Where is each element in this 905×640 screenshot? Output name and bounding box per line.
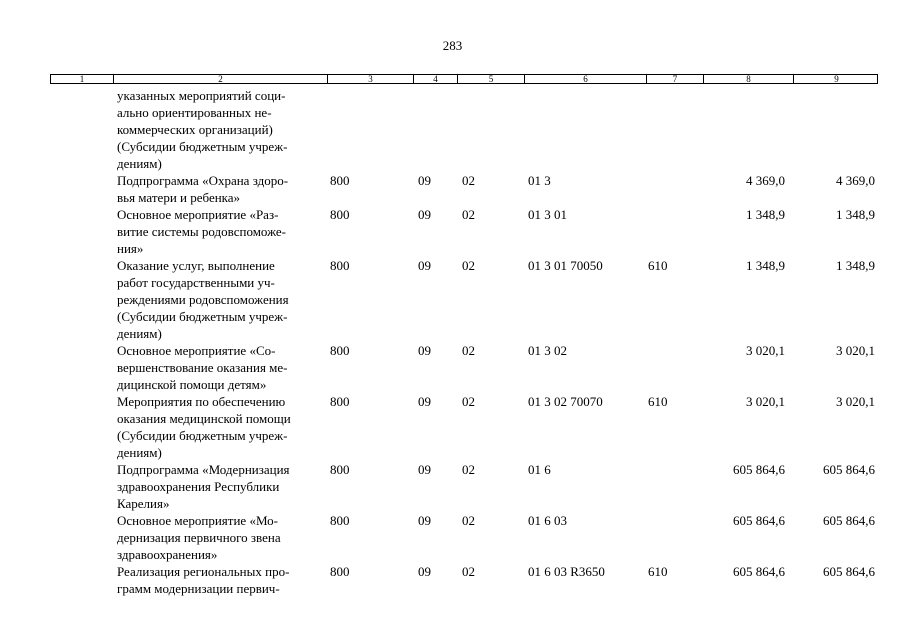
cell-c3: 800 (330, 394, 350, 409)
description-line: Реализация региональных про- (117, 564, 290, 579)
cell-c6: 01 6 03 (528, 513, 567, 528)
cell-c3: 800 (330, 173, 350, 188)
row-description (117, 257, 327, 342)
description-line: работ государственными уч- (117, 275, 275, 290)
cell-c3: 800 (330, 207, 350, 222)
cell-c5: 02 (462, 173, 475, 188)
description-line: Мероприятия по обеспечению (117, 394, 286, 409)
cell-c5: 02 (462, 207, 475, 222)
row-description (117, 461, 327, 512)
header-col-1: 1 (79, 74, 85, 84)
table-row (0, 563, 905, 597)
description-line: здравоохранения» (117, 547, 218, 562)
header-col-5: 5 (457, 75, 524, 83)
header-col-2: 2 (113, 75, 327, 83)
cell-c8: 605 864,6 (733, 462, 785, 477)
description-line: грамм модернизации первич- (117, 581, 280, 596)
cell-c3: 800 (330, 343, 350, 358)
description-line: (Субсидии бюджетным учреж- (117, 139, 288, 154)
cell-c7: 610 (648, 564, 668, 579)
cell-c9: 4 369,0 (836, 173, 875, 188)
row-description (117, 393, 327, 461)
description-line: Подпрограмма «Охрана здоро- (117, 173, 289, 188)
cell-c6: 01 6 (528, 462, 551, 477)
cell-c5: 02 (462, 513, 475, 528)
cell-c7: 610 (648, 258, 668, 273)
cell-c5: 02 (462, 394, 475, 409)
header-col-9: 9 (793, 75, 879, 83)
description-line: Основное мероприятие «Раз- (117, 207, 279, 222)
cell-c4: 09 (418, 173, 431, 188)
cell-c5: 02 (462, 258, 475, 273)
description-line: указанных мероприятий соци- (117, 88, 286, 103)
cell-c6: 01 3 02 (528, 343, 567, 358)
description-line: оказания медицинской помощи (117, 411, 291, 426)
table-row (0, 512, 905, 563)
cell-c4: 09 (418, 258, 431, 273)
cell-c8: 1 348,9 (746, 207, 785, 222)
description-line: дениям) (117, 445, 162, 460)
description-line: дицинской помощи детям» (117, 377, 267, 392)
cell-c4: 09 (418, 513, 431, 528)
cell-c3: 800 (330, 513, 350, 528)
cell-c4: 09 (418, 207, 431, 222)
description-line: (Субсидии бюджетным учреж- (117, 309, 288, 324)
cell-c4: 09 (418, 343, 431, 358)
table-header (50, 74, 878, 84)
cell-c9: 605 864,6 (823, 564, 875, 579)
cell-c4: 09 (418, 564, 431, 579)
row-description (117, 342, 327, 393)
cell-c8: 3 020,1 (746, 343, 785, 358)
description-line: коммерческих организаций) (117, 122, 273, 137)
cell-c8: 605 864,6 (733, 564, 785, 579)
table-row (0, 206, 905, 257)
table-row (0, 172, 905, 206)
row-description (117, 87, 327, 172)
cell-c7: 610 (648, 394, 668, 409)
cell-c8: 1 348,9 (746, 258, 785, 273)
description-line: реждениями родовспоможения (117, 292, 289, 307)
table-row (0, 461, 905, 512)
row-description (117, 172, 327, 206)
cell-c5: 02 (462, 343, 475, 358)
cell-c6: 01 3 01 (528, 207, 567, 222)
row-description (117, 206, 327, 257)
table-row (0, 257, 905, 342)
cell-c3: 800 (330, 258, 350, 273)
description-line: Основное мероприятие «Мо- (117, 513, 279, 528)
cell-c3: 800 (330, 564, 350, 579)
table-row (0, 342, 905, 393)
cell-c3: 800 (330, 462, 350, 477)
description-line: здравоохранения Республики (117, 479, 280, 494)
cell-c9: 605 864,6 (823, 462, 875, 477)
description-line: вья матери и ребенка» (117, 190, 241, 205)
cell-c9: 605 864,6 (823, 513, 875, 528)
description-line: Основное мероприятие «Со- (117, 343, 276, 358)
description-line: дениям) (117, 326, 162, 341)
table-row (0, 87, 905, 172)
description-line: дениям) (117, 156, 162, 171)
description-line: ально ориентированных не- (117, 105, 272, 120)
description-line: вершенствование оказания ме- (117, 360, 288, 375)
header-col-3: 3 (327, 75, 413, 83)
page-number: 283 (442, 38, 463, 53)
cell-c8: 4 369,0 (746, 173, 785, 188)
cell-c8: 605 864,6 (733, 513, 785, 528)
table-body (0, 87, 905, 597)
cell-c6: 01 3 02 70070 (528, 394, 603, 409)
cell-c9: 1 348,9 (836, 258, 875, 273)
description-line: ния» (117, 241, 144, 256)
description-line: Подпрограмма «Модернизация (117, 462, 290, 477)
cell-c8: 3 020,1 (746, 394, 785, 409)
cell-c9: 1 348,9 (836, 207, 875, 222)
cell-c9: 3 020,1 (836, 394, 875, 409)
cell-c6: 01 6 03 R3650 (528, 564, 605, 579)
table-row (0, 393, 905, 461)
cell-c4: 09 (418, 394, 431, 409)
cell-c4: 09 (418, 462, 431, 477)
cell-c6: 01 3 (528, 173, 551, 188)
description-line: Карелия» (117, 496, 170, 511)
description-line: (Субсидии бюджетным учреж- (117, 428, 288, 443)
description-line: дернизация первичного звена (117, 530, 281, 545)
description-line: витие системы родовспоможе- (117, 224, 287, 239)
row-description (117, 563, 327, 597)
description-line: Оказание услуг, выполнение (117, 258, 275, 273)
header-col-6: 6 (524, 75, 646, 83)
cell-c6: 01 3 01 70050 (528, 258, 603, 273)
header-col-4: 4 (413, 75, 457, 83)
row-description (117, 512, 327, 563)
cell-c5: 02 (462, 462, 475, 477)
header-col-7: 7 (646, 75, 703, 83)
cell-c9: 3 020,1 (836, 343, 875, 358)
cell-c5: 02 (462, 564, 475, 579)
header-col-8: 8 (703, 75, 793, 83)
